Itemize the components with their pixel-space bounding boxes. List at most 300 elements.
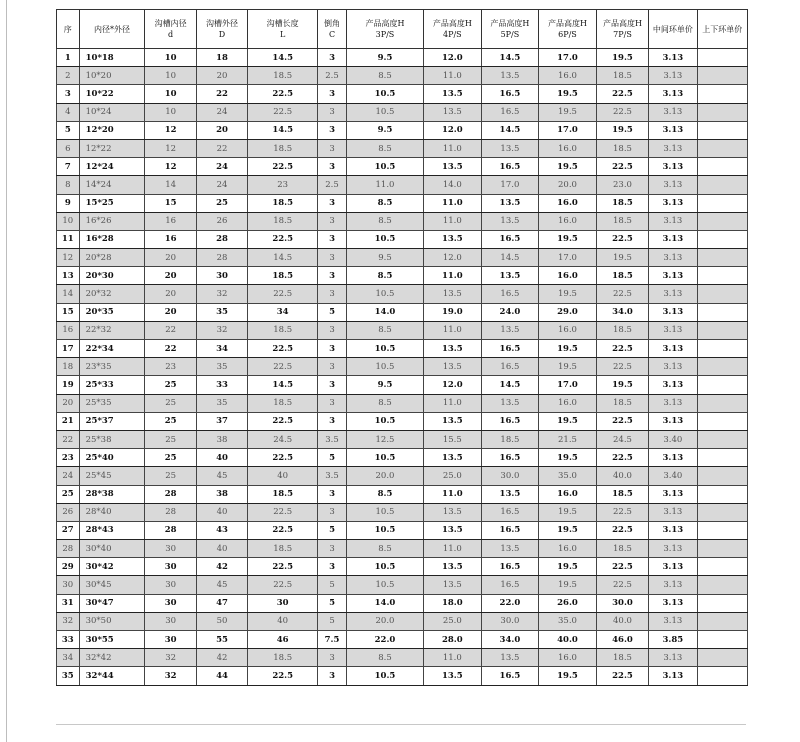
cell-groove-outer-d: 43 <box>196 521 247 539</box>
header-col-middle-ring-price <box>649 10 697 49</box>
table-body <box>57 49 748 686</box>
cell-row-index: 21 <box>57 412 80 430</box>
table-row <box>57 358 748 376</box>
cell-height-3ps: 8.5 <box>346 139 423 157</box>
cell-row-index: 29 <box>57 558 80 576</box>
cell-size: 22*34 <box>79 340 145 358</box>
cell-groove-length: 22.5 <box>248 558 318 576</box>
cell-groove-inner-d: 22 <box>145 340 196 358</box>
header-col-height-4ps <box>424 10 482 49</box>
cell-chamfer: 3 <box>318 103 347 121</box>
cell-upper-lower-ring-price <box>697 394 747 412</box>
header-text: 上下环单价 <box>702 24 743 34</box>
cell-height-6ps: 19.5 <box>539 85 597 103</box>
cell-height-6ps: 19.5 <box>539 667 597 685</box>
cell-groove-outer-d: 38 <box>196 485 247 503</box>
cell-height-7ps: 24.5 <box>596 430 648 448</box>
cell-chamfer: 3 <box>318 321 347 339</box>
cell-size: 32*44 <box>79 667 145 685</box>
cell-upper-lower-ring-price <box>697 139 747 157</box>
cell-groove-inner-d: 30 <box>145 576 196 594</box>
cell-height-5ps: 16.5 <box>481 576 539 594</box>
cell-height-3ps: 10.5 <box>346 358 423 376</box>
cell-middle-ring-price: 3.13 <box>649 358 697 376</box>
cell-groove-length: 22.5 <box>248 285 318 303</box>
cell-height-6ps: 16.0 <box>539 394 597 412</box>
cell-height-4ps: 15.5 <box>424 430 482 448</box>
cell-groove-length: 18.5 <box>248 267 318 285</box>
cell-height-5ps: 13.5 <box>481 67 539 85</box>
cell-groove-inner-d: 20 <box>145 303 196 321</box>
cell-height-6ps: 19.5 <box>539 285 597 303</box>
cell-groove-inner-d: 14 <box>145 176 196 194</box>
cell-height-4ps: 13.5 <box>424 412 482 430</box>
cell-height-4ps: 11.0 <box>424 212 482 230</box>
cell-height-5ps: 16.5 <box>481 412 539 430</box>
cell-height-3ps: 10.5 <box>346 85 423 103</box>
table-row <box>57 576 748 594</box>
cell-height-5ps: 13.5 <box>481 194 539 212</box>
cell-chamfer: 3 <box>318 540 347 558</box>
header-text: D <box>218 30 226 39</box>
cell-groove-length: 18.5 <box>248 321 318 339</box>
cell-groove-inner-d: 20 <box>145 285 196 303</box>
header-col-groove-outer-d <box>196 10 247 49</box>
cell-row-index: 18 <box>57 358 80 376</box>
table-row <box>57 249 748 267</box>
cell-middle-ring-price: 3.13 <box>649 230 697 248</box>
cell-upper-lower-ring-price <box>697 667 747 685</box>
cell-middle-ring-price: 3.13 <box>649 594 697 612</box>
cell-height-3ps: 10.5 <box>346 412 423 430</box>
cell-height-7ps: 22.5 <box>596 158 648 176</box>
cell-groove-length: 22.5 <box>248 85 318 103</box>
cell-size: 25*38 <box>79 430 145 448</box>
cell-middle-ring-price: 3.13 <box>649 667 697 685</box>
cell-height-6ps: 16.0 <box>539 540 597 558</box>
cell-groove-length: 24.5 <box>248 430 318 448</box>
cell-height-6ps: 19.5 <box>539 503 597 521</box>
cell-row-index: 22 <box>57 430 80 448</box>
table-header <box>57 10 748 49</box>
cell-groove-inner-d: 28 <box>145 503 196 521</box>
cell-height-3ps: 14.0 <box>346 594 423 612</box>
header-col-upper-lower-ring-price <box>697 10 747 49</box>
cell-row-index: 17 <box>57 340 80 358</box>
cell-height-5ps: 16.5 <box>481 358 539 376</box>
cell-height-3ps: 10.5 <box>346 158 423 176</box>
cell-height-4ps: 25.0 <box>424 612 482 630</box>
cell-height-3ps: 12.5 <box>346 430 423 448</box>
cell-row-index: 23 <box>57 449 80 467</box>
cell-size: 16*28 <box>79 230 145 248</box>
cell-height-6ps: 16.0 <box>539 485 597 503</box>
cell-middle-ring-price: 3.13 <box>649 340 697 358</box>
cell-groove-length: 30 <box>248 594 318 612</box>
cell-height-5ps: 16.5 <box>481 158 539 176</box>
cell-groove-length: 14.5 <box>248 121 318 139</box>
cell-groove-length: 22.5 <box>248 158 318 176</box>
cell-row-index: 3 <box>57 85 80 103</box>
cell-height-6ps: 19.5 <box>539 412 597 430</box>
cell-size: 10*24 <box>79 103 145 121</box>
cell-middle-ring-price: 3.13 <box>649 49 697 67</box>
header-text: 产品高度H <box>547 19 587 28</box>
cell-height-4ps: 28.0 <box>424 631 482 649</box>
cell-height-4ps: 13.5 <box>424 230 482 248</box>
cell-groove-outer-d: 30 <box>196 267 247 285</box>
cell-height-5ps: 14.5 <box>481 376 539 394</box>
cell-height-4ps: 13.5 <box>424 667 482 685</box>
cell-groove-length: 18.5 <box>248 194 318 212</box>
cell-height-5ps: 16.5 <box>481 667 539 685</box>
cell-row-index: 5 <box>57 121 80 139</box>
cell-height-3ps: 10.5 <box>346 340 423 358</box>
table-row <box>57 449 748 467</box>
cell-row-index: 11 <box>57 230 80 248</box>
cell-height-5ps: 14.5 <box>481 249 539 267</box>
cell-row-index: 9 <box>57 194 80 212</box>
cell-size: 30*55 <box>79 631 145 649</box>
table-row <box>57 103 748 121</box>
cell-groove-inner-d: 30 <box>145 631 196 649</box>
table-row <box>57 631 748 649</box>
cell-row-index: 26 <box>57 503 80 521</box>
cell-height-4ps: 13.5 <box>424 358 482 376</box>
cell-height-5ps: 30.0 <box>481 467 539 485</box>
cell-height-5ps: 14.5 <box>481 121 539 139</box>
cell-upper-lower-ring-price <box>697 576 747 594</box>
cell-height-4ps: 13.5 <box>424 285 482 303</box>
cell-size: 25*45 <box>79 467 145 485</box>
cell-groove-length: 22.5 <box>248 412 318 430</box>
cell-row-index: 31 <box>57 594 80 612</box>
cell-groove-inner-d: 16 <box>145 230 196 248</box>
cell-chamfer: 3 <box>318 139 347 157</box>
header-col-height-5ps <box>481 10 539 49</box>
cell-size: 30*45 <box>79 576 145 594</box>
cell-height-4ps: 13.5 <box>424 340 482 358</box>
cell-upper-lower-ring-price <box>697 285 747 303</box>
cell-middle-ring-price: 3.40 <box>649 430 697 448</box>
page-edge-line <box>6 0 7 742</box>
cell-height-4ps: 13.5 <box>424 521 482 539</box>
cell-upper-lower-ring-price <box>697 176 747 194</box>
cell-groove-length: 22.5 <box>248 358 318 376</box>
cell-height-5ps: 13.5 <box>481 485 539 503</box>
cell-height-7ps: 18.5 <box>596 212 648 230</box>
cell-row-index: 19 <box>57 376 80 394</box>
cell-row-index: 2 <box>57 67 80 85</box>
cell-size: 25*35 <box>79 394 145 412</box>
cell-groove-outer-d: 24 <box>196 176 247 194</box>
cell-height-5ps: 13.5 <box>481 321 539 339</box>
cell-groove-outer-d: 42 <box>196 558 247 576</box>
cell-middle-ring-price: 3.13 <box>649 103 697 121</box>
cell-height-7ps: 18.5 <box>596 67 648 85</box>
cell-upper-lower-ring-price <box>697 594 747 612</box>
cell-upper-lower-ring-price <box>697 449 747 467</box>
cell-chamfer: 3 <box>318 485 347 503</box>
cell-size: 30*40 <box>79 540 145 558</box>
cell-middle-ring-price: 3.13 <box>649 139 697 157</box>
cell-groove-inner-d: 28 <box>145 521 196 539</box>
cell-chamfer: 7.5 <box>318 631 347 649</box>
cell-height-6ps: 19.5 <box>539 158 597 176</box>
cell-upper-lower-ring-price <box>697 249 747 267</box>
table-row <box>57 212 748 230</box>
cell-height-4ps: 18.0 <box>424 594 482 612</box>
cell-groove-length: 22.5 <box>248 576 318 594</box>
cell-groove-length: 18.5 <box>248 67 318 85</box>
cell-groove-length: 18.5 <box>248 540 318 558</box>
header-text: 序 <box>63 24 72 34</box>
cell-chamfer: 5 <box>318 576 347 594</box>
cell-height-4ps: 13.5 <box>424 158 482 176</box>
cell-upper-lower-ring-price <box>697 321 747 339</box>
cell-size: 20*28 <box>79 249 145 267</box>
cell-height-7ps: 22.5 <box>596 340 648 358</box>
header-text: 中间环单价 <box>652 24 693 34</box>
cell-groove-length: 18.5 <box>248 394 318 412</box>
cell-height-3ps: 10.5 <box>346 521 423 539</box>
cell-height-4ps: 25.0 <box>424 467 482 485</box>
cell-height-6ps: 16.0 <box>539 212 597 230</box>
cell-groove-inner-d: 30 <box>145 612 196 630</box>
cell-chamfer: 3 <box>318 649 347 667</box>
cell-height-7ps: 40.0 <box>596 612 648 630</box>
cell-chamfer: 5 <box>318 612 347 630</box>
cell-height-6ps: 19.5 <box>539 576 597 594</box>
cell-groove-inner-d: 30 <box>145 558 196 576</box>
cell-height-7ps: 23.0 <box>596 176 648 194</box>
header-text: 产品高度H <box>602 19 642 28</box>
header-text: 产品高度H <box>365 19 405 28</box>
table-row <box>57 194 748 212</box>
table-row <box>57 558 748 576</box>
cell-groove-length: 23 <box>248 176 318 194</box>
cell-height-5ps: 18.5 <box>481 430 539 448</box>
cell-upper-lower-ring-price <box>697 121 747 139</box>
table-row <box>57 503 748 521</box>
cell-middle-ring-price: 3.85 <box>649 631 697 649</box>
cell-height-4ps: 11.0 <box>424 394 482 412</box>
cell-height-5ps: 16.5 <box>481 449 539 467</box>
cell-row-index: 25 <box>57 485 80 503</box>
cell-height-3ps: 8.5 <box>346 394 423 412</box>
cell-height-6ps: 19.5 <box>539 558 597 576</box>
cell-size: 10*22 <box>79 85 145 103</box>
cell-size: 14*24 <box>79 176 145 194</box>
cell-height-7ps: 18.5 <box>596 394 648 412</box>
cell-row-index: 34 <box>57 649 80 667</box>
cell-height-7ps: 22.5 <box>596 521 648 539</box>
cell-groove-outer-d: 25 <box>196 194 247 212</box>
cell-height-6ps: 16.0 <box>539 194 597 212</box>
cell-height-5ps: 16.5 <box>481 340 539 358</box>
cell-height-3ps: 8.5 <box>346 194 423 212</box>
cell-height-7ps: 22.5 <box>596 503 648 521</box>
cell-chamfer: 3 <box>318 267 347 285</box>
cell-groove-length: 22.5 <box>248 103 318 121</box>
cell-chamfer: 3.5 <box>318 430 347 448</box>
cell-groove-inner-d: 30 <box>145 594 196 612</box>
cell-height-5ps: 34.0 <box>481 631 539 649</box>
cell-size: 25*40 <box>79 449 145 467</box>
header-text: 产品高度H <box>432 19 472 28</box>
cell-height-5ps: 13.5 <box>481 267 539 285</box>
cell-groove-outer-d: 50 <box>196 612 247 630</box>
table-row <box>57 303 748 321</box>
cell-upper-lower-ring-price <box>697 631 747 649</box>
cell-upper-lower-ring-price <box>697 67 747 85</box>
cell-height-7ps: 19.5 <box>596 376 648 394</box>
cell-groove-outer-d: 35 <box>196 358 247 376</box>
cell-groove-length: 22.5 <box>248 230 318 248</box>
header-text: C <box>328 30 336 39</box>
cell-middle-ring-price: 3.13 <box>649 267 697 285</box>
cell-height-5ps: 30.0 <box>481 612 539 630</box>
table-row <box>57 158 748 176</box>
page-bottom-line <box>56 724 746 725</box>
cell-height-6ps: 20.0 <box>539 176 597 194</box>
cell-height-6ps: 17.0 <box>539 376 597 394</box>
cell-groove-outer-d: 33 <box>196 376 247 394</box>
cell-groove-outer-d: 45 <box>196 576 247 594</box>
cell-row-index: 14 <box>57 285 80 303</box>
cell-height-3ps: 9.5 <box>346 121 423 139</box>
cell-row-index: 13 <box>57 267 80 285</box>
cell-upper-lower-ring-price <box>697 412 747 430</box>
cell-upper-lower-ring-price <box>697 103 747 121</box>
spec-table <box>56 9 748 686</box>
cell-upper-lower-ring-price <box>697 267 747 285</box>
cell-upper-lower-ring-price <box>697 649 747 667</box>
table-row <box>57 285 748 303</box>
cell-groove-length: 40 <box>248 612 318 630</box>
cell-height-3ps: 8.5 <box>346 649 423 667</box>
cell-chamfer: 3 <box>318 194 347 212</box>
cell-upper-lower-ring-price <box>697 303 747 321</box>
cell-height-6ps: 19.5 <box>539 358 597 376</box>
table-row <box>57 49 748 67</box>
cell-height-7ps: 19.5 <box>596 49 648 67</box>
cell-groove-length: 22.5 <box>248 667 318 685</box>
cell-groove-length: 22.5 <box>248 503 318 521</box>
table-row <box>57 412 748 430</box>
cell-size: 28*38 <box>79 485 145 503</box>
cell-groove-outer-d: 42 <box>196 649 247 667</box>
cell-upper-lower-ring-price <box>697 485 747 503</box>
cell-height-3ps: 20.0 <box>346 612 423 630</box>
cell-height-3ps: 8.5 <box>346 267 423 285</box>
cell-height-7ps: 22.5 <box>596 449 648 467</box>
cell-groove-inner-d: 32 <box>145 667 196 685</box>
cell-row-index: 10 <box>57 212 80 230</box>
table-row <box>57 521 748 539</box>
cell-height-4ps: 13.5 <box>424 503 482 521</box>
cell-height-4ps: 11.0 <box>424 194 482 212</box>
cell-chamfer: 5 <box>318 303 347 321</box>
cell-row-index: 12 <box>57 249 80 267</box>
cell-size: 23*35 <box>79 358 145 376</box>
cell-groove-inner-d: 16 <box>145 212 196 230</box>
cell-groove-outer-d: 40 <box>196 503 247 521</box>
cell-height-3ps: 8.5 <box>346 540 423 558</box>
header-row <box>57 10 748 49</box>
cell-size: 25*37 <box>79 412 145 430</box>
cell-groove-length: 18.5 <box>248 649 318 667</box>
header-col-chamfer <box>318 10 347 49</box>
table-row <box>57 594 748 612</box>
cell-chamfer: 3 <box>318 412 347 430</box>
table-row <box>57 121 748 139</box>
cell-middle-ring-price: 3.13 <box>649 649 697 667</box>
cell-groove-outer-d: 45 <box>196 467 247 485</box>
header-text: 沟槽外径 <box>206 19 239 28</box>
cell-groove-outer-d: 37 <box>196 412 247 430</box>
cell-row-index: 7 <box>57 158 80 176</box>
cell-size: 22*32 <box>79 321 145 339</box>
cell-groove-outer-d: 22 <box>196 85 247 103</box>
cell-height-3ps: 10.5 <box>346 667 423 685</box>
cell-row-index: 32 <box>57 612 80 630</box>
cell-middle-ring-price: 3.13 <box>649 540 697 558</box>
cell-middle-ring-price: 3.13 <box>649 449 697 467</box>
cell-chamfer: 5 <box>318 449 347 467</box>
header-col-groove-inner-d <box>145 10 196 49</box>
cell-upper-lower-ring-price <box>697 521 747 539</box>
cell-height-3ps: 9.5 <box>346 376 423 394</box>
cell-middle-ring-price: 3.13 <box>649 612 697 630</box>
cell-groove-length: 40 <box>248 467 318 485</box>
cell-upper-lower-ring-price <box>697 340 747 358</box>
cell-height-4ps: 12.0 <box>424 249 482 267</box>
cell-height-5ps: 13.5 <box>481 139 539 157</box>
cell-upper-lower-ring-price <box>697 430 747 448</box>
cell-chamfer: 3 <box>318 376 347 394</box>
cell-height-3ps: 10.5 <box>346 449 423 467</box>
header-text: 7P/S <box>613 30 632 39</box>
cell-height-6ps: 16.0 <box>539 321 597 339</box>
cell-height-7ps: 18.5 <box>596 194 648 212</box>
cell-middle-ring-price: 3.13 <box>649 303 697 321</box>
cell-height-7ps: 18.5 <box>596 321 648 339</box>
cell-middle-ring-price: 3.13 <box>649 158 697 176</box>
cell-groove-length: 22.5 <box>248 521 318 539</box>
cell-groove-length: 14.5 <box>248 49 318 67</box>
cell-middle-ring-price: 3.13 <box>649 85 697 103</box>
header-text: 内径*外径 <box>94 24 130 34</box>
table-row <box>57 667 748 685</box>
cell-height-5ps: 13.5 <box>481 540 539 558</box>
cell-height-3ps: 10.5 <box>346 285 423 303</box>
table-row <box>57 540 748 558</box>
header-text: d <box>168 30 174 39</box>
cell-height-3ps: 20.0 <box>346 467 423 485</box>
cell-height-4ps: 19.0 <box>424 303 482 321</box>
cell-upper-lower-ring-price <box>697 540 747 558</box>
cell-chamfer: 3 <box>318 249 347 267</box>
cell-size: 15*25 <box>79 194 145 212</box>
cell-size: 16*26 <box>79 212 145 230</box>
header-text: L <box>280 30 286 39</box>
cell-height-5ps: 16.5 <box>481 521 539 539</box>
cell-size: 30*50 <box>79 612 145 630</box>
cell-upper-lower-ring-price <box>697 612 747 630</box>
cell-height-5ps: 13.5 <box>481 212 539 230</box>
cell-middle-ring-price: 3.13 <box>649 376 697 394</box>
